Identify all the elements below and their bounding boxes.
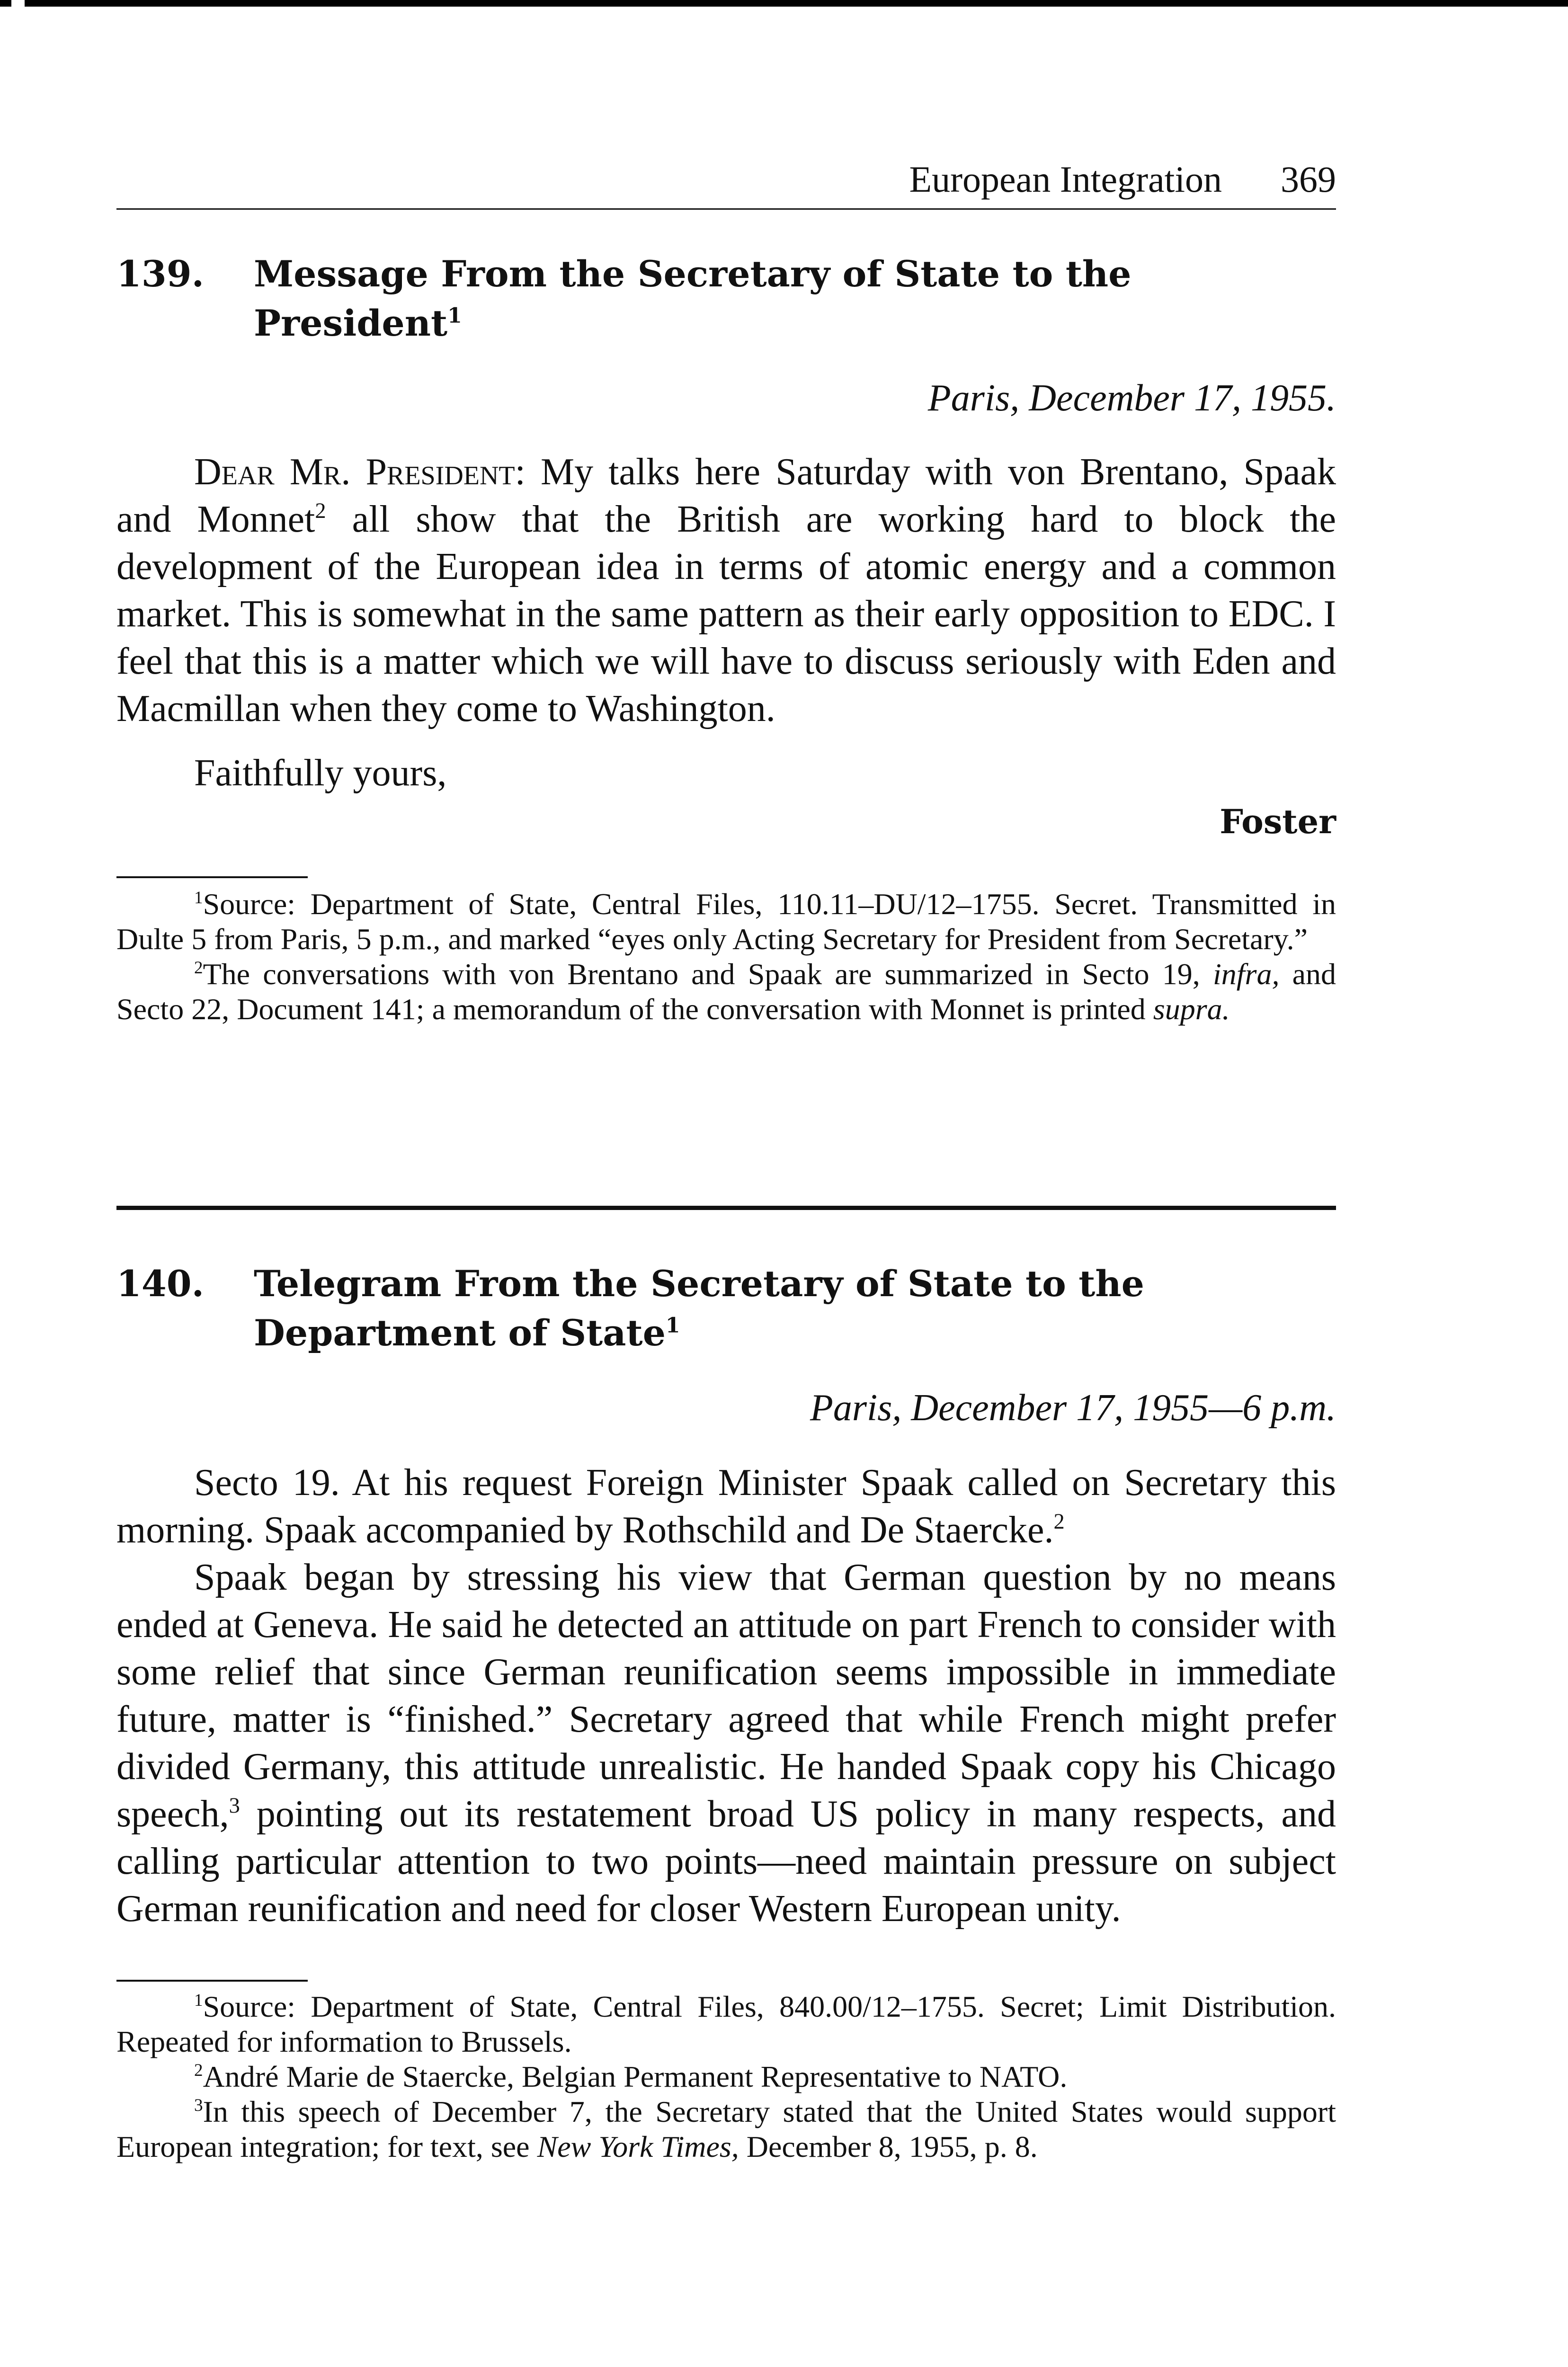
page-number: 369 bbox=[1281, 159, 1336, 200]
doc-139-footnotes bbox=[116, 887, 1336, 1027]
doc-139-title-footnote-ref: 1 bbox=[447, 303, 462, 328]
doc-139-number: 139. bbox=[116, 253, 205, 295]
doc-139-footnote-ref-2: 2 bbox=[315, 499, 326, 524]
doc-139-closing: Faithfully yours, bbox=[194, 752, 447, 794]
doc-139-signature: Foster bbox=[1220, 802, 1336, 841]
footnote: $^2$The conversations with von Brentano and Spaak are summarized in Secto 19, infra, and Secto 22, Document 141; a memorandum of the conversation with Monnet is printed supra. bbox=[116, 957, 1336, 1026]
doc-139-title: Message From the Secretary of State to the President bbox=[254, 253, 1131, 344]
footnote: $^3$In this speech of December 7, the Secretary stated that the United States would support European integration; for text, see New York Times, December 8, 1955, p. 8. bbox=[116, 2095, 1336, 2163]
doc-140-title: Telegram From the Secretary of State to the Department of State bbox=[254, 1263, 1144, 1354]
doc-139-salutation: Dear Mr. President: bbox=[194, 451, 526, 493]
running-head-title: European Integration bbox=[909, 159, 1222, 200]
doc-140-footnotes bbox=[116, 1989, 1336, 2164]
doc-140-body bbox=[116, 1459, 1336, 1932]
doc-139-dateline: Paris, December 17, 1955. bbox=[927, 377, 1336, 419]
page bbox=[116, 161, 1336, 2164]
doc-140-heading bbox=[116, 1259, 1336, 1358]
section-divider bbox=[116, 1206, 1336, 1210]
doc-140-title-footnote-ref: 1 bbox=[665, 1313, 680, 1338]
top-border bbox=[0, 0, 1568, 7]
doc-140-dateline: Paris, December 17, 1955—6 p.m. bbox=[810, 1387, 1336, 1429]
doc-140-number: 140. bbox=[116, 1263, 205, 1305]
footnote: $^1$Source: Department of State, Central Files, 840.00/12–1755. Secret; Limit Distribution. Repeated for information to Brussels. bbox=[116, 1990, 1336, 2058]
running-head bbox=[116, 161, 1336, 198]
doc-140-paragraph-2: Spaak began by stressing his view that German question by no means ended at Geneva. He said he detected an attitude on part French to consider with some relief that since German reunification seems impossible in immediate future, matter is “finished.” Secretary agreed that while French might prefer divided Germany, this attitude unrealistic. He handed Spaak copy his Chicago speech,$^3$ pointing out its restatement broad US policy in many respects, and calling particular attention to two points—need maintain pressure on subject German reunification and need for closer Western European unity. bbox=[116, 1557, 1336, 1930]
doc-140-paragraph-1: Secto 19. At his request Foreign Minister Spaak called on Secretary this morning. Spaak accompanied by Rothschild and De Staercke.$^2$ bbox=[116, 1462, 1336, 1551]
doc-139-body: Dear Mr. President: My talks here Saturday with von Brentano, Spaak and Monnet$^2$ all show that the British are working hard to block the development of the European idea in terms of atomic energy and a common market. This is somewhat in the same pattern as their early opposition to EDC. I feel that this is a matter which we will have to discuss seriously with Eden and Macmillan when they come to Washington. bbox=[116, 451, 1336, 730]
footnote: $^2$André Marie de Staercke, Belgian Permanent Representative to NATO. bbox=[194, 2060, 1068, 2093]
doc-140-footnote-rule bbox=[116, 1980, 308, 1982]
doc-139-footnote-rule bbox=[116, 876, 308, 878]
header-rule bbox=[116, 208, 1336, 210]
footnote: $^1$Source: Department of State, Central Files, 110.11–DU/12–1755. Secret. Transmitted in Dulte 5 from Paris, 5 p.m., and marked “eyes only Acting Secretary for President from Secretary.” bbox=[116, 887, 1336, 956]
doc-139-heading bbox=[116, 249, 1336, 348]
